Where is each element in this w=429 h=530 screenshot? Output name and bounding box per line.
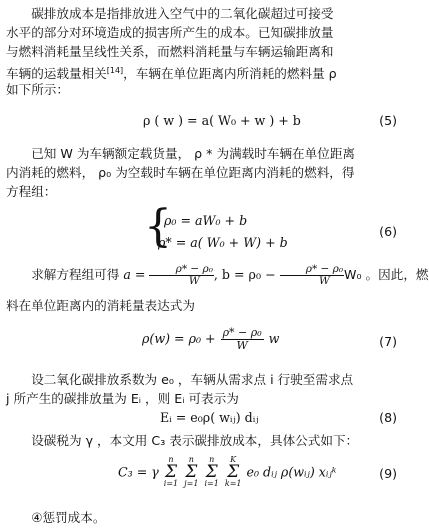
sigma-icon: Σ (227, 462, 240, 482)
equation-7-numerator: ρ* − ρ₀ (222, 326, 262, 339)
equation-6 (0, 201, 405, 257)
equation-5-number: (5) (379, 113, 397, 128)
sum-1-upper: n (168, 455, 174, 464)
paragraph-1-line-3: 与燃料消耗量呈线性关系，而燃料消耗量与车辆运输距离和 (6, 44, 334, 59)
paragraph-2-line-3: 方程组： (6, 184, 57, 199)
param-b-lhs: , b = ρ₀ − (213, 267, 276, 282)
sum-2 (184, 456, 198, 488)
equation-6-number: (6) (379, 224, 397, 239)
citation-ref: [14] (106, 66, 124, 75)
param-a-denominator: W (188, 275, 200, 287)
paragraph-4-line-2: j 所产生的碳排放量为 Eᵢ ，则 Eᵢ 可表示为 (6, 391, 239, 406)
param-b-fraction (280, 264, 344, 287)
param-b-numerator: ρ* − ρ₀ (280, 264, 344, 276)
sum-1-lower: i=1 (163, 479, 179, 488)
sum-2-upper: n (188, 455, 194, 464)
equation-7-fraction (221, 327, 264, 352)
param-a-lhs: a = (123, 267, 146, 282)
param-a-numerator: ρ* − ρ₀ (149, 264, 213, 276)
sum-3 (204, 456, 218, 488)
equation-8-body: Eᵢ = e₀ρ( wᵢⱼ) dᵢⱼ (160, 410, 259, 425)
equation-7-number: (7) (379, 334, 397, 349)
paragraph-2-line-1: 已知 W 为车辆额定载货量， ρ * 为满载时车辆在单位距离 (31, 146, 356, 161)
equation-8-number: (8) (379, 410, 397, 425)
paragraph-1-text-b: ，车辆在单位距离内所消耗的燃料量 ρ (123, 66, 337, 82)
sigma-icon: Σ (164, 462, 177, 482)
sum-1 (164, 456, 178, 488)
sum-2-lower: j=1 (184, 479, 199, 488)
paragraph-1-line-1: 碳排放成本是指排放进入空气中的二氧化碳超过可接受 (31, 6, 334, 21)
paragraph-1-line-2: 水平的部分对环境造成的损害所产生的成本。已知碳排放量 (6, 25, 334, 40)
equation-7 (0, 325, 405, 359)
param-a-fraction (149, 264, 213, 287)
sigma-icon: Σ (205, 462, 218, 482)
equation-8 (0, 410, 405, 430)
equation-6-brace: { (144, 201, 172, 252)
paragraph-1-text-a: 车辆的运载量相关 (6, 66, 107, 82)
equation-9-tail: e₀ dᵢⱼ ρ(wᵢⱼ) xᵢⱼᵏ (246, 464, 337, 480)
paragraph-3-line-1 (6, 263, 429, 290)
sum-4-upper: K (230, 455, 237, 464)
paragraph-3-text: 求解方程组可得 (31, 267, 120, 282)
equation-6-line-1: ρ₀ = aW₀ + b (164, 213, 248, 228)
sum-3-upper: n (209, 455, 215, 464)
paragraph-1-line-5: 如下所示： (6, 82, 69, 97)
equation-7-tail: w (268, 331, 280, 346)
paragraph-6-line-1: ④惩罚成本。 (31, 510, 106, 525)
equation-5-body: ρ ( w ) = a( W₀ + w ) + b (143, 113, 301, 128)
equation-9-number: (9) (379, 466, 397, 481)
sigma-icon: Σ (185, 462, 198, 482)
equation-7-denominator: W (236, 339, 248, 352)
equation-5 (0, 113, 405, 133)
equation-7-body (142, 327, 279, 352)
paragraph-5-line-1: 设碳税为 γ ，本文用 C₃ 表示碳排放成本，具体公式如下： (31, 433, 359, 448)
sum-4 (225, 456, 242, 488)
paragraph-3-tail: W₀ 。因此，燃 (344, 267, 429, 282)
equation-7-lhs: ρ(w) = ρ₀ + (142, 331, 216, 346)
equation-9 (0, 454, 405, 494)
paragraph-3-line-2: 料在单位距离内的消耗量表达式为 (6, 298, 195, 313)
param-b-denominator: W (319, 275, 330, 287)
equation-9-body (118, 456, 336, 488)
paragraph-2-line-2: 内消耗的燃料， ρ₀ 为空载时车辆在单位距离内消耗的燃料，得 (6, 165, 355, 180)
paragraph-4-line-1: 设二氧化碳排放系数为 e₀ ，车辆从需求点 i 行驶至需求点 (31, 372, 354, 387)
sum-4-lower: k=1 (224, 479, 242, 488)
sum-3-lower: i=1 (204, 479, 219, 488)
equation-9-lhs: C₃ = γ (118, 464, 159, 480)
equation-6-line-2: ρ* = a( W₀ + W) + b (158, 235, 288, 250)
